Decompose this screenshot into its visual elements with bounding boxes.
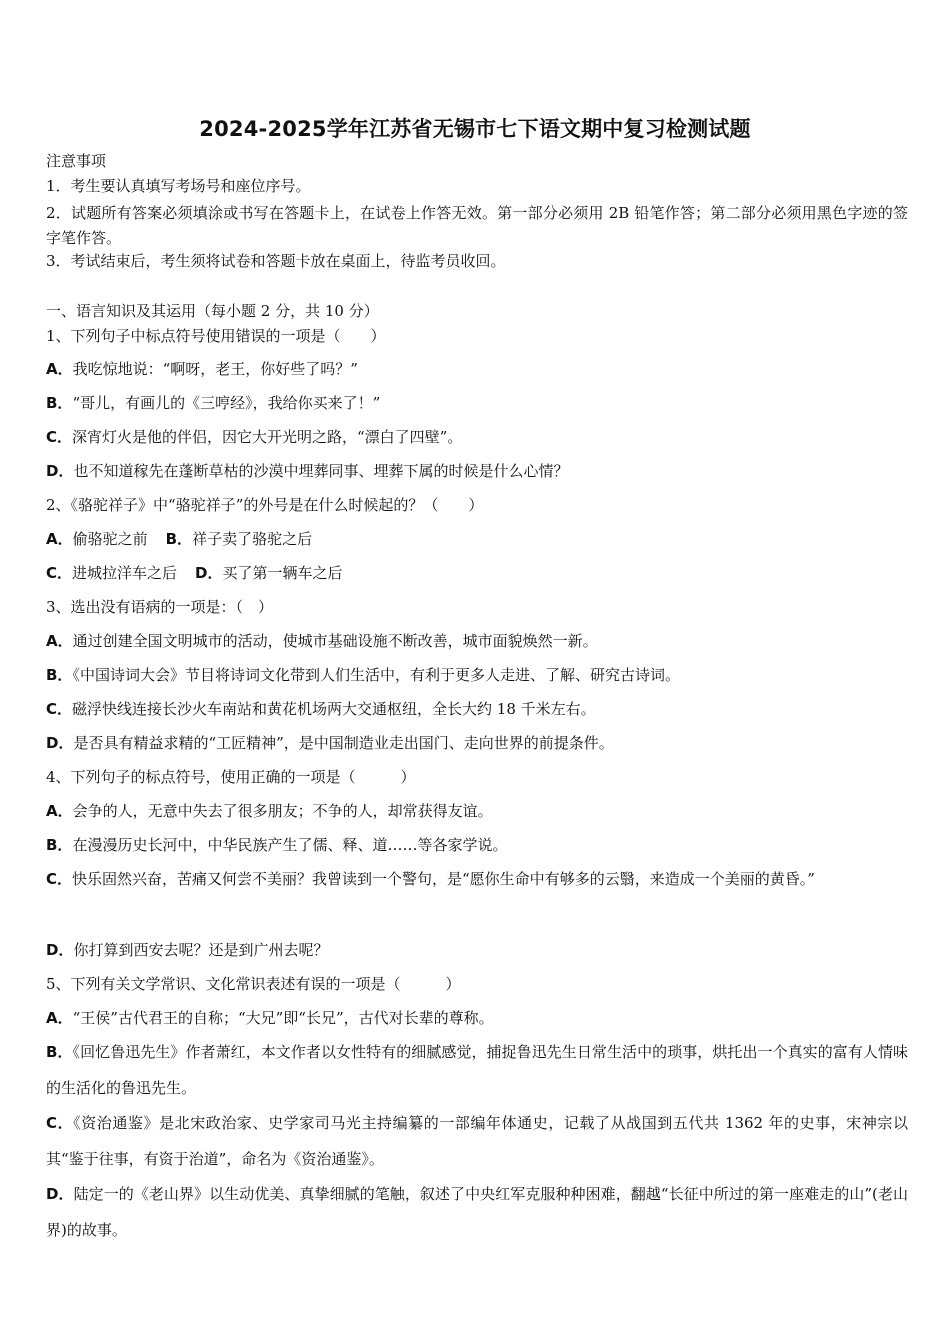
option-letter: B． (165, 530, 193, 548)
option-3c (46, 699, 908, 719)
option-letter: D． (46, 462, 74, 480)
option-3b (46, 665, 908, 685)
notice-item-1: 1．考生要认真填写考场号和座位序号。 (46, 177, 311, 195)
option-text: 通过创建全国文明城市的活动，使城市基础设施不断改善，城市面貌焕然一新。 (72, 632, 598, 650)
page-title: 2024-2025学年江苏省无锡市七下语文期中复习检测试题 (199, 117, 751, 141)
option-text: 陆定一的《老山界》以生动优美、真挚细腻的笔触，叙述了中央红军克服种种困难，翻越“长征中所过的第一座难走的山”(老山界)的故事。 (46, 1185, 908, 1239)
option-text: 《资治通鉴》是北宋政治家、史学家司马光主持编纂的一部编年体通史，记载了从战国到五代共 1362 年的史事，宋神宗以其“鉴于往事，有资于治道”，命名为《资治通鉴》。 (46, 1114, 908, 1168)
option-row-2ab (46, 529, 908, 549)
notice-heading: 注意事项 (46, 152, 107, 170)
notice-item-3: 3．考试结束后，考生须将试卷和答题卡放在桌面上，待监考员收回。 (46, 252, 506, 270)
option-text: 会争的人，无意中失去了很多朋友；不争的人，却常获得友谊。 (72, 802, 493, 820)
option-text: 磁浮快线连接长沙火车南站和黄花机场两大交通枢纽，全长大约 18 千米左右。 (72, 700, 596, 718)
option-text: 在漫漫历史长河中，中华民族产生了儒、释、道……等各家学说。 (72, 836, 508, 854)
option-letter: A． (46, 632, 73, 650)
option-letter: D． (46, 1185, 74, 1203)
option-letter: A． (46, 360, 73, 378)
option-letter: B． (46, 666, 73, 684)
question-stem: 4、下列句子的标点符号，使用正确的一项是（ ） (46, 768, 416, 786)
option-letter: B． (46, 1043, 73, 1061)
option-letter: C． (46, 700, 73, 718)
option-letter: D． (46, 941, 74, 959)
option-text: 是否具有精益求精的“工匠精神”，是中国制造业走出国门、走向世界的前提条件。 (73, 734, 614, 752)
option-1a (46, 359, 908, 379)
option-letter: A． (46, 530, 73, 548)
option-3d (46, 733, 908, 753)
option-letter: B． (46, 836, 73, 854)
option-text: 深宵灯火是他的伴侣，因它大开光明之路，“漂白了四壁”。 (72, 428, 463, 446)
option-text: 我吃惊地说：“啊呀，老王，你好些了吗？” (72, 360, 358, 378)
option-text: “王侯”古代君王的自称；“大兄”即“长兄”，古代对长辈的尊称。 (72, 1009, 494, 1027)
option-5d (46, 1176, 908, 1248)
option-4d (46, 940, 908, 960)
option-4c (46, 862, 908, 896)
option-3a (46, 631, 908, 651)
option-1b (46, 393, 908, 413)
question-stem: 2、《骆驼祥子》中“骆驼祥子”的外号是在什么时候起的？（ ） (46, 496, 484, 514)
option-text: 祥子卖了骆驼之后 (192, 530, 313, 548)
notice-item-2: 2．试题所有答案必须填涂或书写在答题卡上，在试卷上作答无效。第一部分必须用 2B 铅笔作答；第二部分必须用黑色字迹的签字笔作答。 (46, 204, 908, 247)
option-5a (46, 1008, 908, 1028)
option-letter: C． (46, 428, 73, 446)
option-text: 偷骆驼之前 (72, 530, 148, 548)
option-text: 《回忆鲁迅先生》作者萧红，本文作者以女性特有的细腻感觉，捕捉鲁迅先生日常生活中的琐事，烘托出一个真实的富有人情味的生活化的鲁迅先生。 (46, 1043, 908, 1097)
option-letter: B． (46, 394, 73, 412)
option-1c (46, 427, 908, 447)
option-5c (46, 1105, 908, 1177)
question-stem: 5、下列有关文学常识、文化常识表述有误的一项是（ ） (46, 975, 461, 993)
option-text: 也不知道稼先在蓬断草枯的沙漠中埋葬同事、埋葬下属的时候是什么心情？ (73, 462, 569, 480)
option-letter: A． (46, 1009, 73, 1027)
option-1d (46, 461, 908, 481)
option-text: “哥儿，有画儿的《三哼经》，我给你买来了！” (72, 394, 381, 412)
option-4b (46, 835, 908, 855)
option-text: 你打算到西安去呢？还是到广州去呢？ (73, 941, 329, 959)
question-stem: 3、选出没有语病的一项是：（ ） (46, 598, 274, 616)
option-4a (46, 801, 908, 821)
option-letter: A． (46, 802, 73, 820)
option-text: 快乐固然兴奋，苦痛又何尝不美丽？我曾读到一个警句，是“愿你生命中有够多的云翳，来造成一个美丽的黄昏。” (72, 870, 815, 888)
option-letter: C． (46, 564, 73, 582)
option-text: 进城拉洋车之后 (72, 564, 178, 582)
option-letter: D． (46, 734, 74, 752)
option-row-2cd (46, 563, 908, 583)
option-letter: D． (195, 564, 223, 582)
option-letter: C． (46, 1114, 74, 1132)
option-text: 买了第一辆车之后 (222, 564, 343, 582)
option-5b (46, 1034, 908, 1106)
option-text: 《中国诗词大会》节目将诗词文化带到人们生活中，有利于更多人走进、了解、研究古诗词。 (72, 666, 680, 684)
section-heading: 一、语言知识及其运用（每小题 2 分，共 10 分） (46, 302, 379, 320)
option-letter: C． (46, 870, 73, 888)
question-stem: 1、下列句子中标点符号使用错误的一项是（ ） (46, 327, 386, 345)
